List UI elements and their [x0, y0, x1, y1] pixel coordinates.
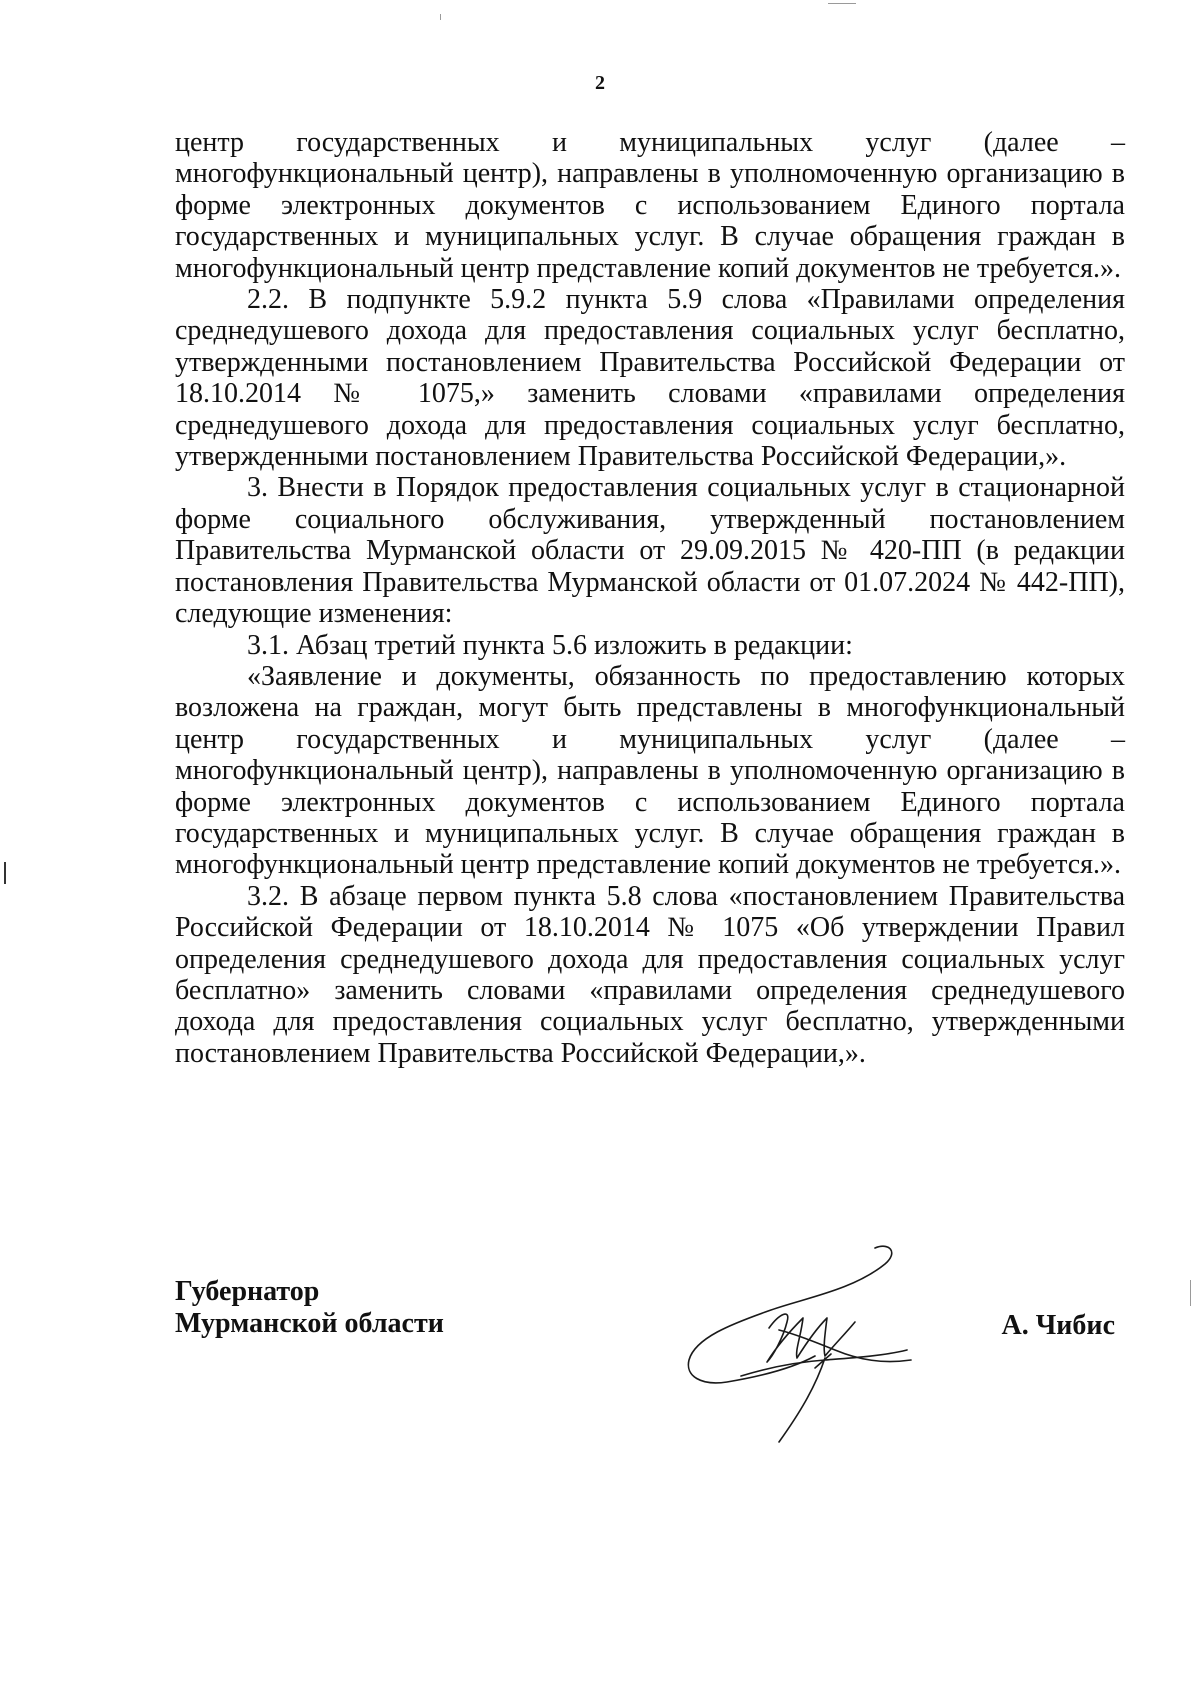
scan-artifact-left — [4, 862, 6, 884]
paragraph-2-2: 2.2. В подпункте 5.9.2 пункта 5.9 слова «Правилами определения среднедушевого дохода для предоставления социальных услуг бесплатно, утвержденными постановлением Правительства Российской Федерации от 18.10.2014 № 1075,» заменить словами «правилами определения среднедушевого дохода для предоставления социальных услуг бесплатно, утвержденными постановлением Правительства Российской Федерации,». — [175, 284, 1125, 473]
paragraph-3-1-quote: «Заявление и документы, обязанность по предоставлению которых возложена на граждан, могут быть представлены в многофункциональный центр государственных и муниципальных услуг (далее – многофункциональный центр), направлены в уполномоченную организацию в форме электронных документов с использованием Единого портала государственных и муниципальных услуг. В случае обращения граждан в многофункциональный центр представление копий документов не требуется.». — [175, 660, 1125, 881]
scan-artifact-top-right — [828, 3, 856, 4]
signer-position-line1: Губернатор — [175, 1276, 320, 1307]
signer-position-line2: Мурманской области — [175, 1308, 444, 1339]
signer-position — [175, 1276, 444, 1340]
handwritten-signature — [675, 1218, 935, 1458]
paragraph-3-1: 3.1. Абзац третий пункта 5.6 изложить в редакции: — [247, 629, 853, 661]
scan-artifact-top — [440, 14, 441, 20]
signer-name: А. Чибис — [1001, 1310, 1115, 1341]
paragraph-continuation: центр государственных и муниципальных услуг (далее – многофункциональный центр), направлены в уполномоченную организацию в форме электронных документов с использованием Единого портала государственных и муниципальных услуг. В случае обращения граждан в многофункциональный центр представление копий документов не требуется.». — [175, 127, 1125, 284]
page-number: 2 — [595, 72, 605, 94]
paragraph-3: 3. Внести в Порядок предоставления социальных услуг в стационарной форме социального обслуживания, утвержденный постановлением Правительства Мурманской области от 29.09.2015 № 420-ПП (в редакции постановления Правительства Мурманской области от 01.07.2024 № 442-ПП), следующие изменения: — [175, 472, 1125, 630]
paragraph-3-2: 3.2. В абзаце первом пункта 5.8 слова «постановлением Правительства Российской Федерации от 18.10.2014 № 1075 «Об утверждении Правил определения среднедушевого дохода для предоставления социальных услуг бесплатно» заменить словами «правилами определения среднедушевого дохода для предоставления социальных услуг бесплатно, утвержденными постановлением Правительства Российской Федерации,». — [175, 880, 1125, 1069]
document-body — [175, 127, 1125, 1069]
signature-block — [175, 1268, 1125, 1438]
scan-artifact-right — [1190, 1280, 1191, 1306]
